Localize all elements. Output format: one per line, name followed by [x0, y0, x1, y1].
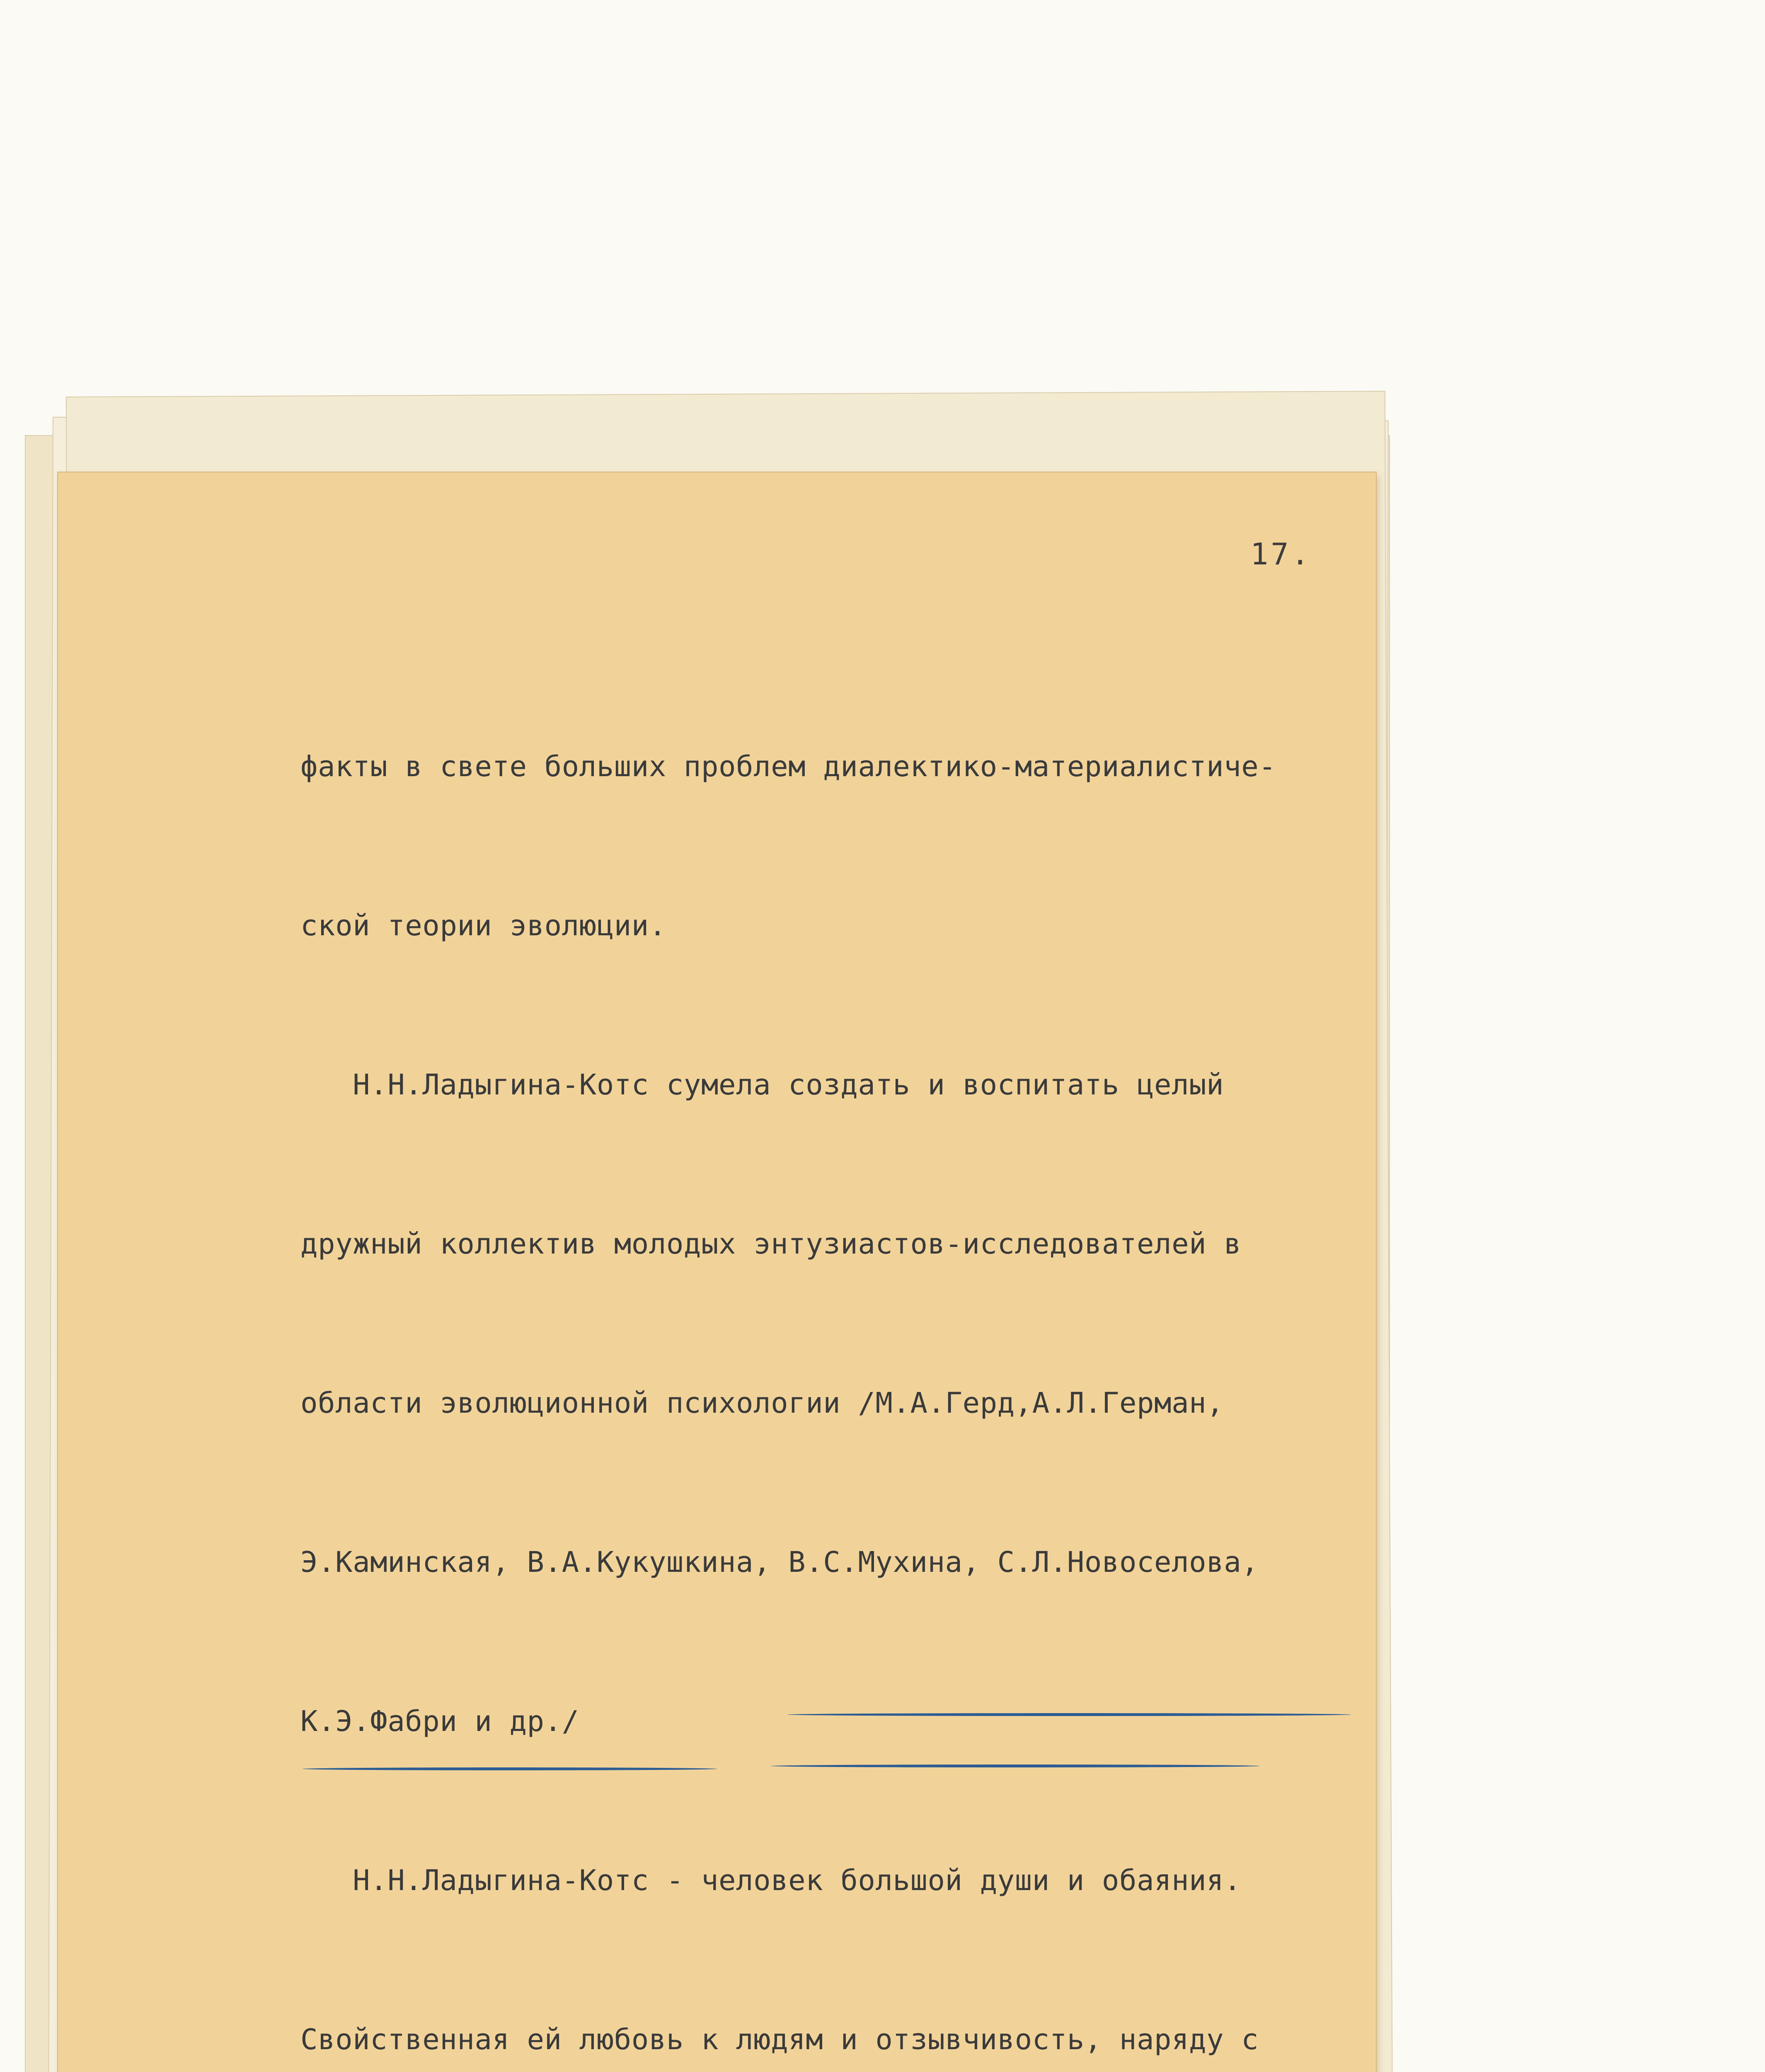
- pen-underline: [787, 1713, 1351, 1716]
- text-line: Свойственная ей любовь к людям и отзывчивость, наряду с: [300, 2023, 1259, 2056]
- text-line: области эволюционной психологии /М.А.Герд,А.Л.Герман,: [300, 1387, 1224, 1420]
- text-line: Н.Н.Ладыгина-Котс - человек большой души и обаяния.: [300, 1864, 1242, 1897]
- text-line: Н.Н.Ладыгина-Котс сумела создать и воспитать целый: [300, 1068, 1224, 1101]
- text-line: К.Э.Фабри и др./: [300, 1705, 579, 1738]
- pen-underline: [303, 1767, 717, 1770]
- text-line: факты в свете больших проблем диалектико-материалистиче-: [300, 750, 1276, 783]
- pen-underline: [771, 1765, 1260, 1767]
- typed-text-body: [300, 634, 1370, 2072]
- text-line: ской теории эволюции.: [300, 909, 666, 942]
- page-number: 17.: [1250, 537, 1312, 571]
- text-line: дружный коллектив молодых энтузиастов-исследователей в: [300, 1227, 1242, 1261]
- document-page: [58, 472, 1376, 2072]
- text-line: Э.Каминская, В.А.Кукушкина, В.С.Мухина, С.Л.Новоселова,: [300, 1546, 1259, 1579]
